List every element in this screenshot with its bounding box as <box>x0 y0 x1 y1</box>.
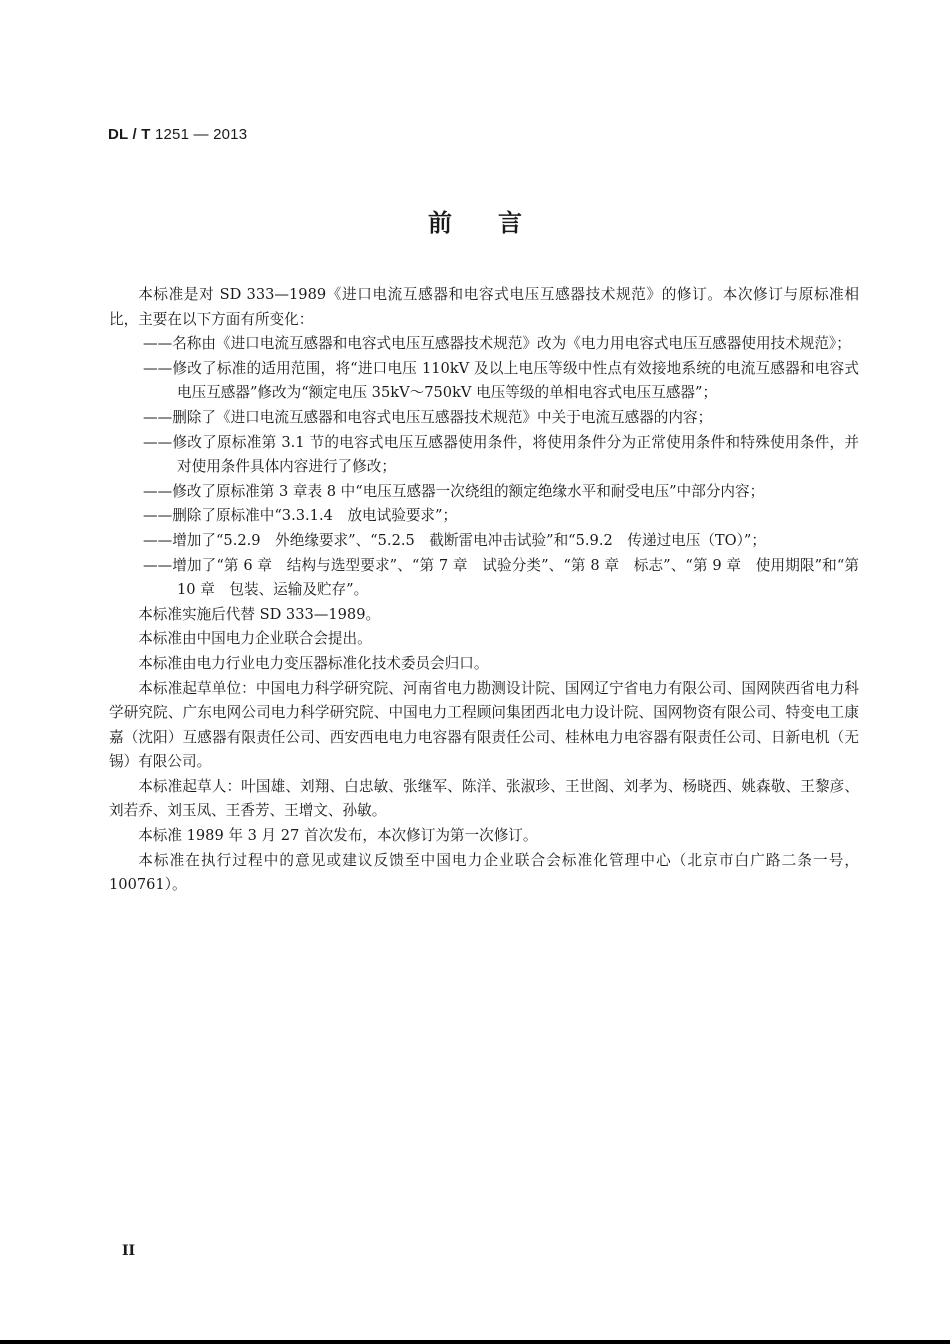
page-title: 前言 <box>428 208 568 237</box>
paragraph-proposer: 本标准由中国电力企业联合会提出。 <box>138 630 372 648</box>
paragraph-committee: 本标准由电力行业电力变压器标准化技术委员会归口。 <box>138 654 489 672</box>
change-item-table8: ——修改了原标准第 3 章表 8 中“电压互感器一次绕组的额定绝缘水平和耐受电压”中部分内容； <box>143 482 765 500</box>
paragraph-drafting-units: 本标准起草单位：中国电力科学研究院、河南省电力勘测设计院、国网辽宁省电力有限公司、国网陕西省电力科学研究院、广东电网公司电力科学研究院、中国电力工程顾问集团西北电力设计院、国网物资有限公司、特变电工康嘉（沈阳）互感器有限责任公司、西安西电电力电容器有限责任公司、桂林电力电容器有限责任公司、日新电机（无锡）有限公司。 <box>109 679 859 771</box>
change-item-remove-ct: ——删除了《进口电流互感器和电容式电压互感器技术规范》中关于电流互感器的内容； <box>143 408 713 426</box>
paragraph-replaces: 本标准实施后代替 SD 333—1989。 <box>138 605 381 623</box>
paragraph-feedback: 本标准在执行过程中的意见或建议反馈至中国电力企业联合会标准化管理中心（北京市白广路二条一号，100761）。 <box>109 851 859 894</box>
change-item-scope: ——修改了标准的适用范围，将“进口电压 110kV 及以上电压等级中性点有效接地系统的电流互感器和电容式电压互感器”修改为“额定电压 35kV～750kV 电压等级的单相电容式电压互感器”； <box>143 359 859 402</box>
change-item-tests: ——增加了“5.2.9 外绝缘要求”、“5.2.5 截断雷电冲击试验”和“5.9.2 传递过电压（TO）”； <box>143 531 766 549</box>
page-number: II <box>122 1243 136 1259</box>
change-item-name: ——名称由《进口电流互感器和电容式电压互感器技术规范》改为《电力用电容式电压互感器使用技术规范》； <box>143 335 851 353</box>
change-item-discharge: ——删除了原标准中“3.3.1.4 放电试验要求”； <box>143 507 458 525</box>
bottom-border <box>0 1340 950 1344</box>
paragraph-history: 本标准 1989 年 3 月 27 首次发布，本次修订为第一次修订。 <box>138 827 538 845</box>
standard-code <box>108 126 247 143</box>
foreword-body <box>109 283 859 898</box>
standard-prefix: DL / T <box>108 126 151 143</box>
paragraph-intro: 本标准是对 SD 333—1989《进口电流互感器和电容式电压互感器技术规范》的修订。本次修订与原标准相比，主要在以下方面有所变化： <box>109 286 859 328</box>
paragraph-drafters: 本标准起草人：叶国雄、刘翔、白忠敏、张继军、陈洋、张淑珍、王世阁、刘孝为、杨晓西、姚森敬、王黎彦、刘若乔、刘玉凤、王香芳、王增文、孙敏。 <box>109 777 859 820</box>
change-item-chapters: ——增加了“第 6 章 结构与选型要求”、“第 7 章 试验分类”、“第 8 章 标志”、“第 9 章 使用期限”和“第 10 章 包装、运输及贮存”。 <box>143 556 859 599</box>
change-item-conditions: ——修改了原标准第 3.1 节的电容式电压互感器使用条件，将使用条件分为正常使用条件和特殊使用条件，并对使用条件具体内容进行了修改； <box>143 433 859 476</box>
standard-number: 1251 — 2013 <box>154 126 248 143</box>
